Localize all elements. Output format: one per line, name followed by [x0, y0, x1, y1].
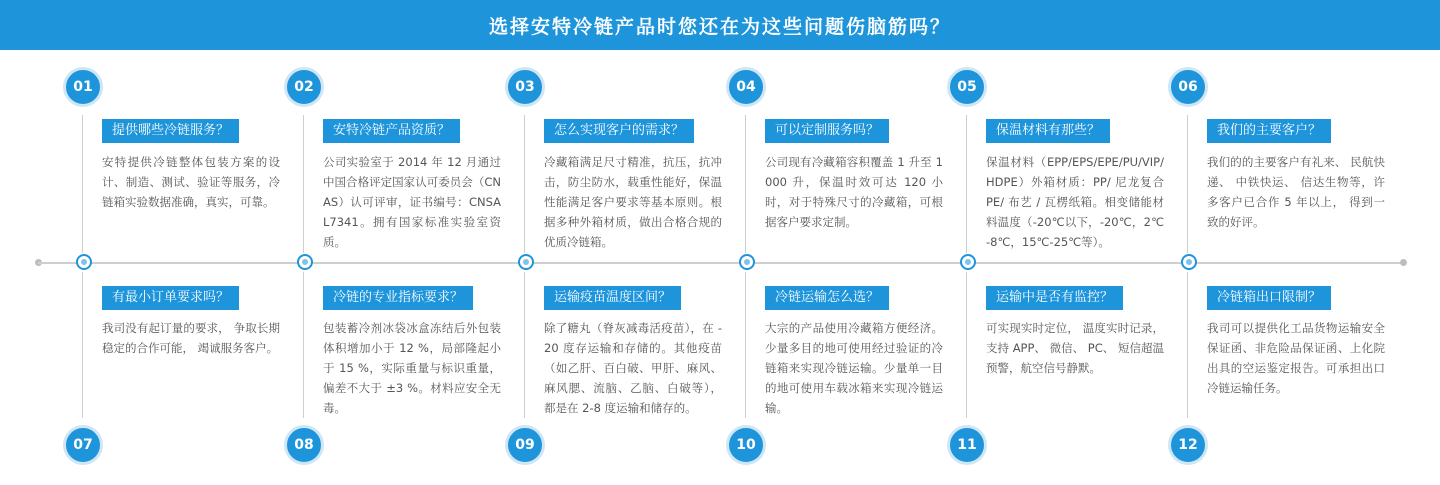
- faq-column-1: [62, 0, 282, 485]
- answer-text: 大宗的产品使用冷藏箱方便经济。少量多目的地可使用经过验证的冷链箱来实现冷链运输。少量单一目的地可使用车载冰箱来实现冷链运输。: [765, 321, 943, 415]
- connector-line: [82, 115, 83, 253]
- timeline-node: [297, 254, 313, 270]
- connector-line: [745, 272, 746, 418]
- faq-column-5: [946, 0, 1166, 485]
- faq-column-6: [1167, 0, 1387, 485]
- answer-text: 包装蓄冷剂冰袋冰盒冻结后外包装体积增加小于 12 %，局部隆起小于 15 %，实际重量与标识重量，偏差不大于 ±3 %。材料应安全无毒。: [323, 321, 501, 415]
- connector-line: [1187, 272, 1188, 418]
- question-label: 我们的主要客户？: [1207, 119, 1331, 143]
- connector-line: [303, 272, 304, 418]
- faq-column-2: [283, 0, 503, 485]
- faq-column-3: [504, 0, 724, 485]
- timeline-node: [518, 254, 534, 270]
- number-badge: 03: [505, 67, 545, 107]
- connector-line: [524, 115, 525, 253]
- timeline-node: [739, 254, 755, 270]
- question-label: 运输疫苗温度区间？: [544, 286, 681, 310]
- number-badge: 06: [1168, 67, 1208, 107]
- answer-text: 保温材料（EPP/EPS/EPE/PU/VIP/HDPE）外箱材质：PP/ 尼龙复合 PE/ 布艺 / 瓦楞纸箱。相变储能材料温度（-20℃以下，-20℃，2℃-8℃，15℃-25℃等）。: [986, 155, 1164, 249]
- connector-line: [745, 115, 746, 253]
- timeline-node: [960, 254, 976, 270]
- question-label: 怎么实现客户的需求？: [544, 119, 694, 143]
- answer-text: 我司没有起订量的要求， 争取长期稳定的合作可能， 竭诚服务客户。: [102, 321, 280, 355]
- answer-text: 公司实验室于 2014 年 12 月通过中国合格评定国家认可委员会（CNAS）认可评审，证书编号：CNSAL7341。拥有国家标准实验室资质。: [323, 155, 501, 249]
- question-label: 安特冷链产品资质？: [323, 119, 460, 143]
- question-label: 可以定制服务吗？: [765, 119, 889, 143]
- connector-line: [303, 115, 304, 253]
- connector-line: [1187, 115, 1188, 253]
- number-badge: 01: [63, 67, 103, 107]
- number-badge: 04: [726, 67, 766, 107]
- question-label: 提供哪些冷链服务？: [102, 119, 239, 143]
- number-badge: 09: [505, 425, 545, 465]
- number-badge: 11: [947, 425, 987, 465]
- question-label: 保温材料有那些？: [986, 119, 1110, 143]
- number-badge: 05: [947, 67, 987, 107]
- question-label: 冷链的专业指标要求？: [323, 286, 473, 310]
- question-label: 冷链运输怎么选？: [765, 286, 889, 310]
- connector-line: [524, 272, 525, 418]
- number-badge: 12: [1168, 425, 1208, 465]
- question-label: 有最小订单要求吗？: [102, 286, 239, 310]
- answer-text: 我司可以提供化工品货物运输安全保证函、非危险品保证函、上化院出具的空运鉴定报告。可承担出口冷链运输任务。: [1207, 321, 1385, 395]
- timeline-node: [1181, 254, 1197, 270]
- number-badge: 10: [726, 425, 766, 465]
- answer-text: 安特提供冷链整体包装方案的设计、制造、测试、验证等服务，冷链箱实验数据准确，真实，可靠。: [102, 155, 280, 209]
- connector-line: [966, 272, 967, 418]
- answer-text: 我们的的主要客户有礼来、 民航快递、 中铁快运、 信达生物等，许多客户已合作 5 年以上， 得到一致的好评。: [1207, 155, 1385, 229]
- page-title: 选择安特冷链产品时您还在为这些问题伤脑筋吗？: [488, 15, 951, 38]
- number-badge: 02: [284, 67, 324, 107]
- answer-text: 可实现实时定位， 温度实时记录，支持 APP、 微信、 PC、 短信超温预警，航空信号静默。: [986, 321, 1164, 375]
- timeline-end-dot: [1400, 259, 1407, 266]
- faq-column-4: [725, 0, 945, 485]
- question-label: 冷链箱出口限制？: [1207, 286, 1331, 310]
- number-badge: 07: [63, 425, 103, 465]
- connector-line: [966, 115, 967, 253]
- connector-line: [82, 272, 83, 418]
- timeline-node: [76, 254, 92, 270]
- answer-text: 除了糖丸（脊灰减毒活疫苗），在 -20 度存运输和存储的。其他疫苗（如乙肝、百白破、甲肝、麻风、麻风腮、流脑、乙脑、白破等），都是在 2-8 度运输和储存的。: [544, 321, 722, 415]
- number-badge: 08: [284, 425, 324, 465]
- question-label: 运输中是否有监控？: [986, 286, 1123, 310]
- answer-text: 公司现有冷藏箱容积覆盖 1 升至 1000 升，保温时效可达 120 小时，对于特殊尺寸的冷藏箱，可根据客户要求定制。: [765, 155, 943, 229]
- answer-text: 冷藏箱满足尺寸精准，抗压，抗冲击，防尘防水，载重性能好，保温性能满足客户要求等基本原则。根据多种外箱材质，做出合格合规的优质冷链箱。: [544, 155, 722, 249]
